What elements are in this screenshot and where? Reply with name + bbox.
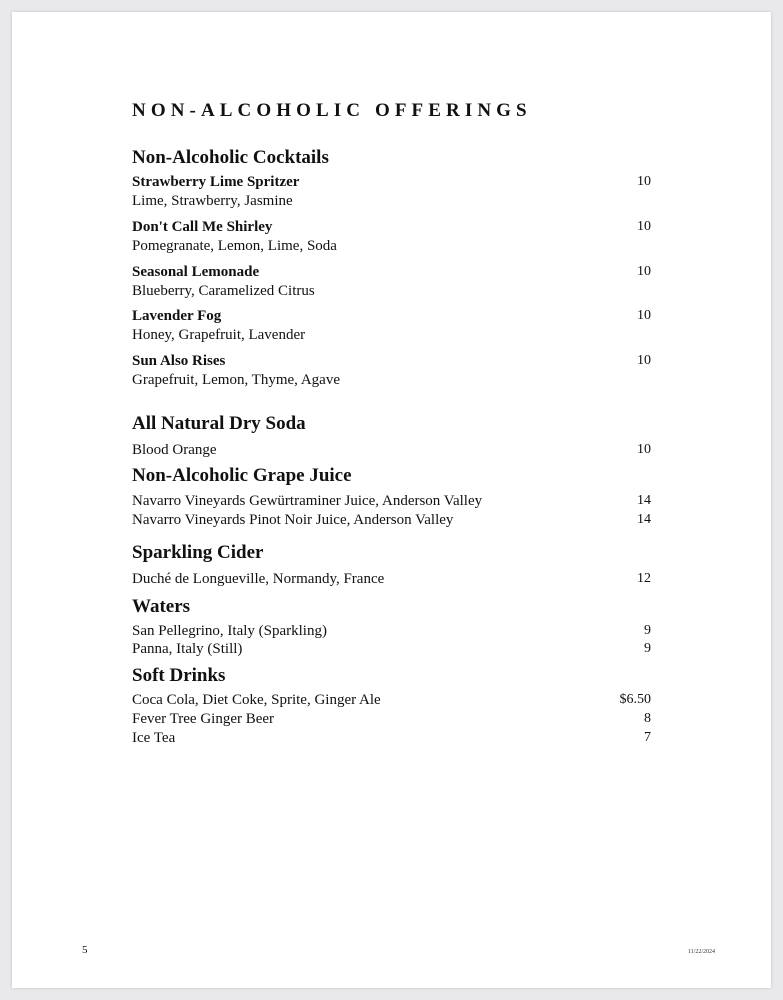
grape-juice-item: Navarro Vineyards Pinot Noir Juice, Anderson Valley (132, 512, 454, 528)
water-item: Panna, Italy (Still) (132, 641, 243, 657)
cocktail-price: 10 (637, 219, 651, 234)
grape-juice-item: Navarro Vineyards Gewürtraminer Juice, Anderson Valley (132, 493, 483, 509)
cocktail-price: 10 (637, 353, 651, 368)
cocktail-name: Seasonal Lemonade (132, 264, 260, 280)
cider-price: 12 (637, 571, 651, 586)
cocktail-name: Don't Call Me Shirley (132, 219, 273, 235)
water-item: San Pellegrino, Italy (Sparkling) (132, 623, 327, 639)
cocktail-name: Sun Also Rises (132, 353, 226, 369)
dry-soda-item: Blood Orange (132, 442, 217, 458)
cocktail-description: Honey, Grapefruit, Lavender (132, 327, 306, 343)
section-heading-cider: Sparkling Cider (132, 542, 264, 563)
soft-drink-item: Ice Tea (132, 730, 176, 746)
cocktail-name: Lavender Fog (132, 308, 222, 324)
page-title: NON-ALCOHOLIC OFFERINGS (132, 100, 532, 121)
soft-drink-price: 8 (644, 711, 651, 726)
cocktail-description: Pomegranate, Lemon, Lime, Soda (132, 238, 337, 254)
soft-drink-item: Coca Cola, Diet Coke, Sprite, Ginger Ale (132, 692, 381, 708)
cocktail-description: Blueberry, Caramelized Citrus (132, 283, 315, 299)
section-heading-cocktails: Non-Alcoholic Cocktails (132, 147, 329, 168)
cocktail-description: Lime, Strawberry, Jasmine (132, 193, 293, 209)
water-price: 9 (644, 641, 651, 656)
section-heading-grape-juice: Non-Alcoholic Grape Juice (132, 465, 352, 486)
cocktail-price: 10 (637, 174, 651, 189)
cocktail-price: 10 (637, 264, 651, 279)
section-heading-waters: Waters (132, 596, 191, 617)
soft-drink-price: 7 (644, 730, 651, 745)
grape-juice-price: 14 (637, 493, 651, 508)
soft-drink-item: Fever Tree Ginger Beer (132, 711, 275, 727)
cider-item: Duché de Longueville, Normandy, France (132, 571, 385, 587)
cocktail-name: Strawberry Lime Spritzer (132, 174, 300, 190)
cocktail-price: 10 (637, 308, 651, 323)
section-heading-soft-drinks: Soft Drinks (132, 665, 226, 686)
menu-page (12, 12, 771, 988)
section-heading-dry-soda: All Natural Dry Soda (132, 413, 306, 434)
water-price: 9 (644, 623, 651, 638)
cocktail-description: Grapefruit, Lemon, Thyme, Agave (132, 372, 340, 388)
dry-soda-price: 10 (637, 442, 651, 457)
print-date: 11/22/2024 (687, 949, 715, 955)
page-number: 5 (82, 944, 88, 956)
soft-drink-price: $6.50 (619, 692, 651, 707)
grape-juice-price: 14 (637, 512, 651, 527)
